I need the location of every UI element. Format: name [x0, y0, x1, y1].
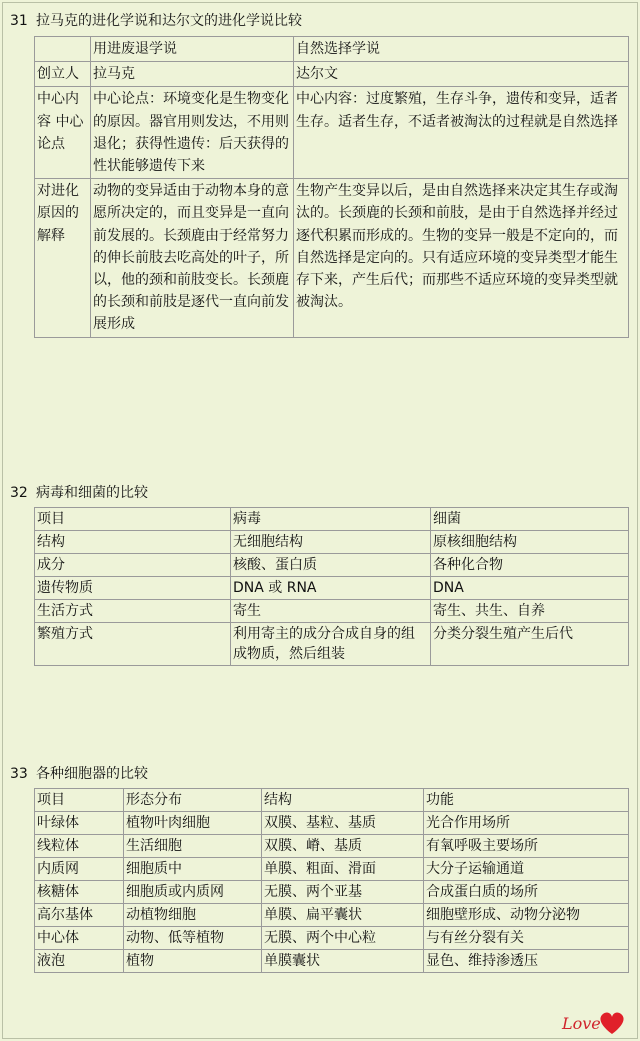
section-32-heading: 病毒和细菌的比较 [36, 485, 148, 501]
table-cell: 分类分裂生殖产生后代 [431, 623, 629, 666]
table-cell: 线粒体 [35, 835, 124, 858]
table-cell: 创立人 [35, 62, 91, 87]
table-cell: 细胞壁形成、动物分泌物 [424, 904, 629, 927]
table-cell: 光合作用场所 [424, 812, 629, 835]
love-heart-watermark [560, 1005, 630, 1037]
section-31-heading: 拉马克的进化学说和达尔文的进化学说比较 [36, 13, 302, 29]
table-cell: 生活细胞 [124, 835, 262, 858]
table-cell: 成分 [35, 554, 231, 577]
header-cell: 功能 [424, 789, 629, 812]
header-cell [35, 37, 91, 62]
header-cell: 病毒 [231, 508, 431, 531]
table-cell: 繁殖方式 [35, 623, 231, 666]
section-31-title [10, 12, 302, 30]
table-cell: 原核细胞结构 [431, 531, 629, 554]
header-cell: 自然选择学说 [294, 37, 629, 62]
table-cell: 双膜、基粒、基质 [262, 812, 424, 835]
lamarck-darwin-table-row [35, 179, 629, 337]
table-cell: 无细胞结构 [231, 531, 431, 554]
table-cell: 细胞质中 [124, 858, 262, 881]
table-cell: DNA 或 RNA [231, 577, 431, 600]
organelle-table-header-row [35, 789, 629, 812]
table-cell: 遗传物质 [35, 577, 231, 600]
table-cell: 对进化原因的解释 [35, 179, 91, 337]
table-cell: 与有丝分裂有关 [424, 927, 629, 950]
organelle-table-row [35, 950, 629, 973]
table-cell: 叶绿体 [35, 812, 124, 835]
lamarck-darwin-table-header-row [35, 37, 629, 62]
header-cell: 用进废退学说 [91, 37, 294, 62]
lamarck-darwin-table [34, 36, 629, 338]
section-33-heading: 各种细胞器的比较 [36, 766, 148, 782]
table-cell: 有氧呼吸主要场所 [424, 835, 629, 858]
table-cell: 单膜、扁平囊状 [262, 904, 424, 927]
virus-bacteria-table-row [35, 531, 629, 554]
table-cell: 单膜囊状 [262, 950, 424, 973]
header-cell: 细菌 [431, 508, 629, 531]
virus-bacteria-table-header-row [35, 508, 629, 531]
section-32-number: 32 [10, 485, 28, 501]
table-cell: 动物的变异适由于动物本身的意愿所决定的，而且变异是一直向前发展的。长颈鹿由于经常努力的伸长前肢去吃高处的叶子，所以，他的颈和前肢变长。长颈鹿的长颈和前肢是逐代一直向前发展形成 [91, 179, 294, 337]
table-cell: 核酸、蛋白质 [231, 554, 431, 577]
table-cell: 双膜、嵴、基质 [262, 835, 424, 858]
table-cell: 高尔基体 [35, 904, 124, 927]
organelle-table-row [35, 812, 629, 835]
virus-bacteria-table-row [35, 577, 629, 600]
organelle-table-row [35, 904, 629, 927]
table-cell: 生物产生变异以后，是由自然选择来决定其生存或淘汰的。长颈鹿的长颈和前肢，是由于自然选择并经过逐代积累而形成的。生物的变异一般是不定向的，而自然选择是定向的。只有适应环境的变异类型才能生存下来，产生后代；而那些不适应环境的变异类型就被淘汰。 [294, 179, 629, 337]
table-cell: 中心体 [35, 927, 124, 950]
table-cell: 生活方式 [35, 600, 231, 623]
virus-bacteria-table [34, 507, 629, 666]
section-33-number: 33 [10, 766, 28, 782]
table-cell: 动物、低等植物 [124, 927, 262, 950]
table-cell: 各种化合物 [431, 554, 629, 577]
lamarck-darwin-table-row [35, 87, 629, 179]
table-cell: 寄生 [231, 600, 431, 623]
organelle-table [34, 788, 629, 973]
table-cell: 中心论点：环境变化是生物变化的原因。器官用则发达，不用则退化；获得性遗传：后天获得的性状能够遗传下来 [91, 87, 294, 179]
organelle-table-row [35, 881, 629, 904]
virus-bacteria-table-row [35, 623, 629, 666]
organelle-table-row [35, 835, 629, 858]
table-cell: 结构 [35, 531, 231, 554]
virus-bacteria-table-row [35, 600, 629, 623]
header-cell: 项目 [35, 789, 124, 812]
table-cell: 植物 [124, 950, 262, 973]
section-32-title [10, 484, 148, 502]
table-cell: 动植物细胞 [124, 904, 262, 927]
table-cell: 寄生、共生、自养 [431, 600, 629, 623]
header-cell: 形态分布 [124, 789, 262, 812]
organelle-table-row [35, 927, 629, 950]
heart-icon [600, 1013, 623, 1034]
table-cell: 无膜、两个亚基 [262, 881, 424, 904]
table-cell: 单膜、粗面、滑面 [262, 858, 424, 881]
section-31-number: 31 [10, 13, 28, 29]
table-cell: 拉马克 [91, 62, 294, 87]
table-cell: 大分子运输通道 [424, 858, 629, 881]
table-cell: 达尔文 [294, 62, 629, 87]
header-cell: 项目 [35, 508, 231, 531]
table-cell: 细胞质或内质网 [124, 881, 262, 904]
table-cell: DNA [431, 577, 629, 600]
table-cell: 植物叶肉细胞 [124, 812, 262, 835]
table-cell: 利用寄主的成分合成自身的组成物质，然后组装 [231, 623, 431, 666]
lamarck-darwin-table-row [35, 62, 629, 87]
love-text: Love [562, 1014, 601, 1033]
organelle-table-row [35, 858, 629, 881]
header-cell: 结构 [262, 789, 424, 812]
section-33-title [10, 765, 148, 783]
virus-bacteria-table-row [35, 554, 629, 577]
table-cell: 无膜、两个中心粒 [262, 927, 424, 950]
table-cell: 中心内容 中心论点 [35, 87, 91, 179]
table-cell: 核糖体 [35, 881, 124, 904]
table-cell: 内质网 [35, 858, 124, 881]
table-cell: 显色、维持渗透压 [424, 950, 629, 973]
table-cell: 合成蛋白质的场所 [424, 881, 629, 904]
table-cell: 液泡 [35, 950, 124, 973]
table-cell: 中心内容：过度繁殖，生存斗争，遗传和变异，适者生存。适者生存，不适者被淘汰的过程就是自然选择 [294, 87, 629, 179]
